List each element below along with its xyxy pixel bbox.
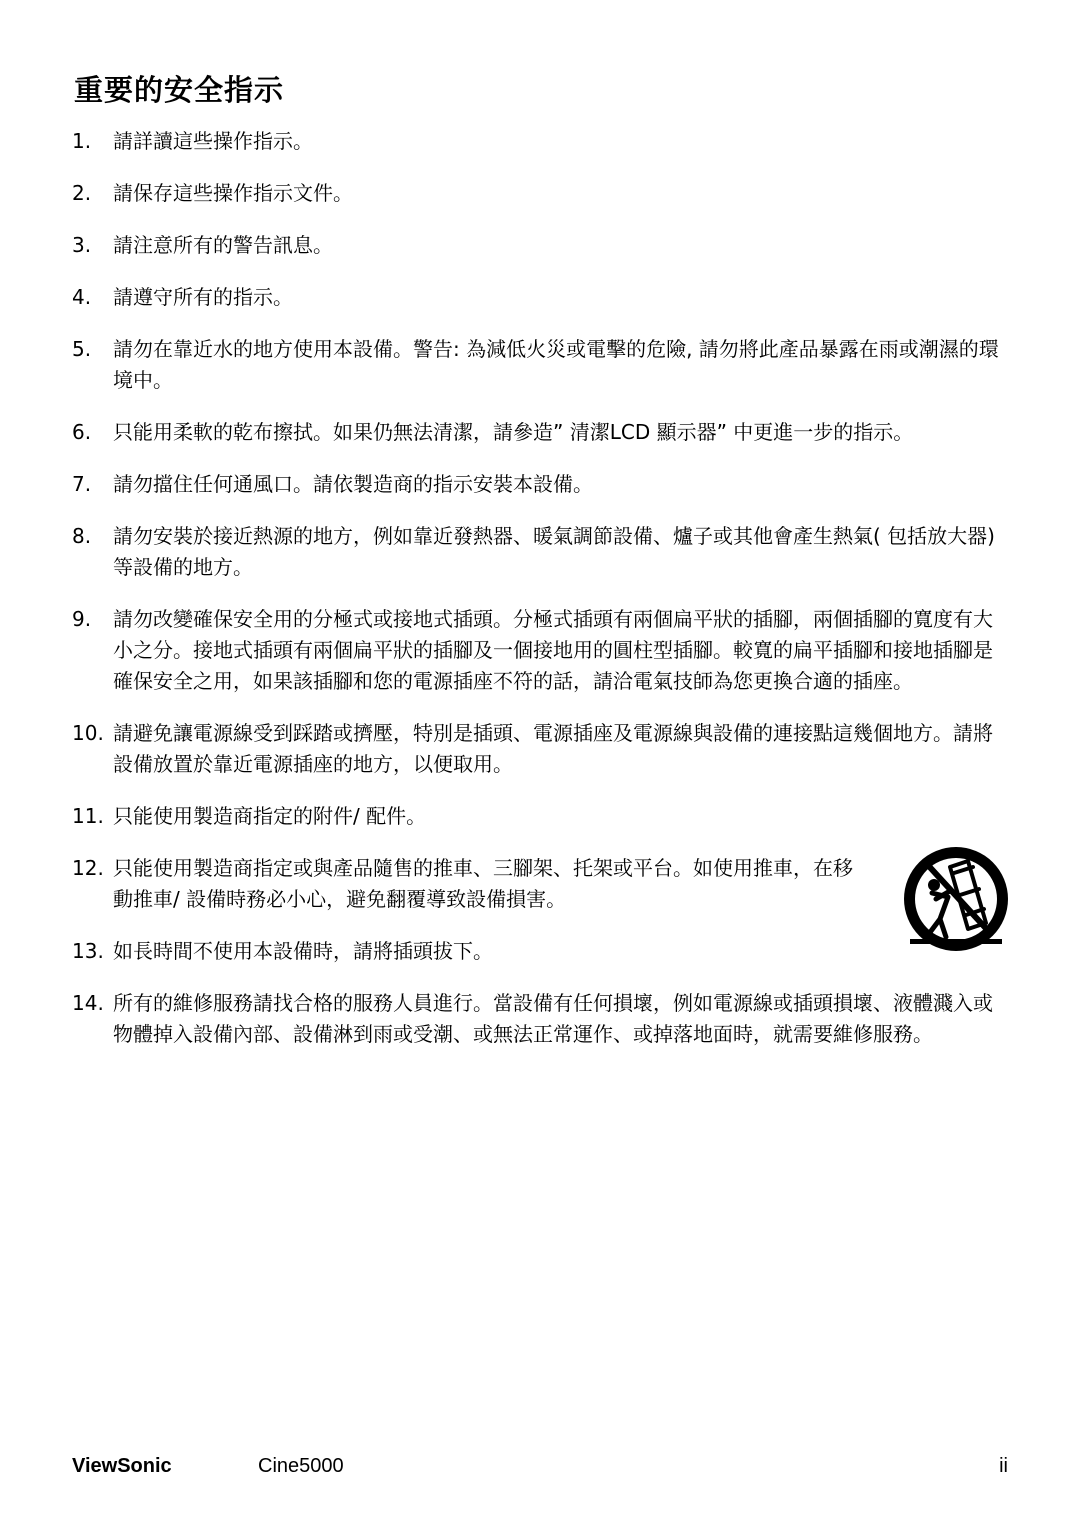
item-text: 請勿擋住任何通風口。請依製造商的指示安裝本設備。 — [113, 472, 593, 496]
list-item — [72, 988, 1012, 1050]
page-number: ii — [999, 1455, 1008, 1477]
list-item — [72, 604, 1012, 697]
list-item — [72, 334, 1012, 396]
list-item — [72, 178, 1012, 209]
list-item — [72, 521, 1012, 583]
item-number: 9. — [72, 607, 92, 631]
item-text: 請遵守所有的指示。 — [113, 285, 293, 309]
item-text: 只能用柔軟的乾布擦拭。如果仍無法清潔，請參造” 清潔LCD 顯示器” 中更進一步的指示。 — [113, 420, 914, 444]
item-number: 8. — [72, 524, 92, 548]
footer-brand: ViewSonic — [72, 1455, 172, 1477]
safety-instructions-list — [72, 126, 1012, 1071]
item-number: 13. — [72, 939, 104, 963]
item-text: 如長時間不使用本設備時，請將插頭拔下。 — [113, 939, 493, 963]
item-text: 請避免讓電源線受到踩踏或擠壓，特別是插頭、電源插座及電源線與設備的連接點這幾個地方。請將設備放置於靠近電源插座的地方，以便取用。 — [113, 721, 993, 776]
footer-model: Cine5000 — [258, 1455, 344, 1477]
item-number: 3. — [72, 233, 92, 257]
list-item — [72, 417, 1012, 448]
item-number: 5. — [72, 337, 92, 361]
item-number: 10. — [72, 721, 104, 745]
list-item — [72, 853, 1012, 915]
item-text: 所有的維修服務請找合格的服務人員進行。當設備有任何損壞，例如電源線或插頭損壞、液體濺入或物體掉入設備內部、設備淋到雨或受潮、或無法正常運作、或掉落地面時，就需要維修服務。 — [113, 991, 993, 1046]
list-item — [72, 126, 1012, 157]
item-number: 14. — [72, 991, 104, 1015]
item-text: 請勿在靠近水的地方使用本設備。警告: 為減低火災或電擊的危險, 請勿將此產品暴露在雨或潮濕的環境中。 — [113, 337, 999, 392]
list-item — [72, 718, 1012, 780]
item-text: 請保存這些操作指示文件。 — [113, 181, 353, 205]
list-item — [72, 282, 1012, 313]
item-number: 11. — [72, 804, 104, 828]
page-footer — [72, 1455, 1008, 1485]
page-title: 重要的安全指示 — [74, 73, 285, 107]
item-text: 請勿安裝於接近熱源的地方，例如靠近發熱器、暖氣調節設備、爐子或其他會產生熱氣( 包括放大器) 等設備的地方。 — [113, 524, 995, 579]
list-item — [72, 469, 1012, 500]
item-number: 2. — [72, 181, 92, 205]
item-text: 只能使用製造商指定的附件/ 配件。 — [113, 804, 427, 828]
item-number: 12. — [72, 856, 104, 880]
item-number: 4. — [72, 285, 92, 309]
item-text: 請詳讀這些操作指示。 — [113, 129, 313, 153]
list-item — [72, 936, 1012, 967]
list-item — [72, 801, 1012, 832]
list-item — [72, 230, 1012, 261]
item-text: 只能使用製造商指定或與產品隨售的推車、三腳架、托架或平台。如使用推車，在移動推車/ 設備時務必小心，避免翻覆導致設備損害。 — [113, 856, 853, 911]
item-text: 請勿改變確保安全用的分極式或接地式插頭。分極式插頭有兩個扁平狀的插腳，兩個插腳的寬度有大小之分。接地式插頭有兩個扁平狀的插腳及一個接地用的圓柱型插腳。較寬的扁平插腳和接地插腳是確保安全之用，如果該插腳和您的電源插座不符的話，請洽電氣技師為您更換合適的插座。 — [113, 607, 993, 693]
item-number: 7. — [72, 472, 92, 496]
item-text: 請注意所有的警告訊息。 — [113, 233, 333, 257]
item-number: 1. — [72, 129, 92, 153]
item-number: 6. — [72, 420, 92, 444]
